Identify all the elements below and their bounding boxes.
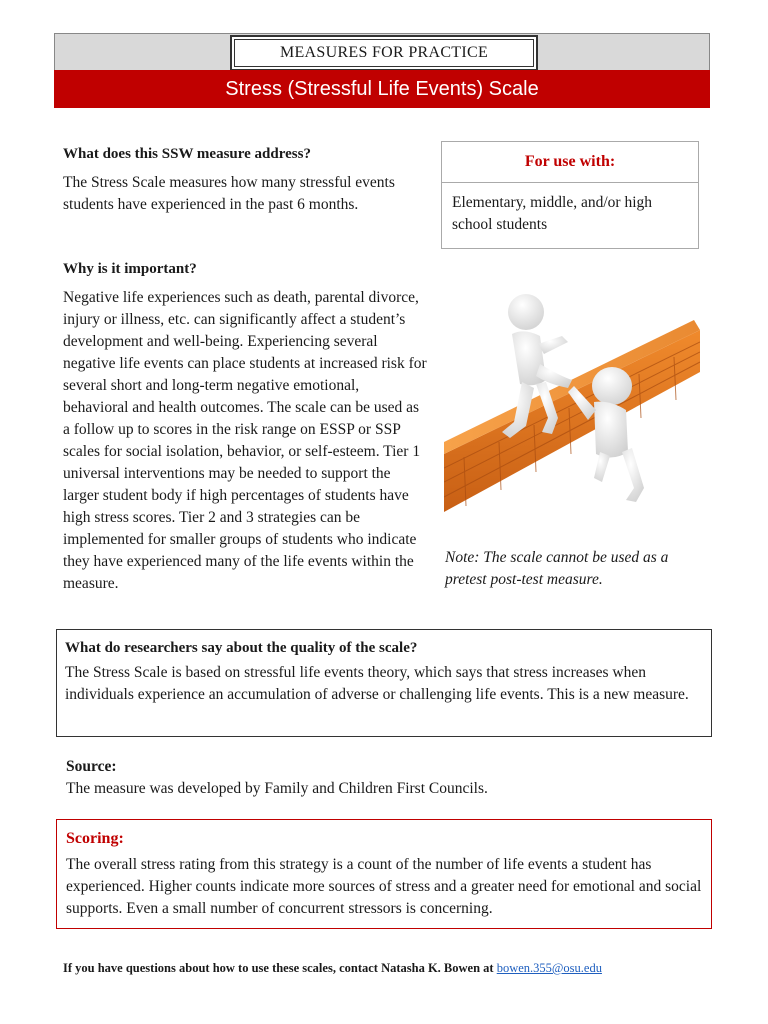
scoring-box [56,819,712,929]
research-text: The Stress Scale is based on stressful life events theory, which says that stress increases when individuals experience an accumulation of adverse or challenging life events. This is a new measure. [65,664,689,703]
wall-side [444,330,700,512]
research-box [56,629,712,737]
footer [63,961,602,976]
important-text: Negative life experiences such as death, parental divorce, injury or illness, etc. can significantly affect a student’s development and well-being. Experiencing several negative life events can place students at increased risk for several short and long-term negative emotional, behavioral and health outcomes. The scale can be used as a follow up to scores in the risk range on ESSP or SSP scales for social isolation, behavior, or self-esteem. Tier 1 universal interventions may be needed to support the larger student body if high percentages of students have high stress scores. Tier 2 and 3 strategies can be implemented for smaller groups of students who indicate they have experienced many of the life events within the measure. [63,289,427,592]
scoring-text: The overall stress rating from this strategy is a count of the number of life events a student has experienced. Higher counts indicate more sources of stress and a greater need for emotional and social supports. Even a small number of concurrent stressors is concerning. [66,856,702,917]
page-title: Stress (Stressful Life Events) Scale [54,70,710,108]
note-text: Note: The scale cannot be used as a pretest post-test measure. [445,549,669,588]
scoring-title: Scoring: [66,830,124,847]
important-heading: Why is it important? [63,261,197,277]
page-header [54,33,710,110]
header-kicker: MEASURES FOR PRACTICE [230,35,538,71]
footer-text: If you have questions about how to use these scales, contact Natasha K. Bowen at [63,961,497,975]
source-heading: Source: [66,758,117,775]
address-heading: What does this SSW measure address? [63,146,311,162]
for-use-title: For use with: [442,142,698,183]
helping-hand-illustration [444,292,700,512]
source-text: The measure was developed by Family and Children First Councils. [66,780,488,797]
for-use-text: Elementary, middle, and/or high school students [452,194,653,233]
contact-email-link[interactable]: bowen.355@osu.edu [496,961,602,975]
address-text: The Stress Scale measures how many stressful events students have experienced in the past 6 months. [63,174,395,213]
for-use-box [441,141,699,249]
research-heading: What do researchers say about the quality of the scale? [65,640,418,656]
